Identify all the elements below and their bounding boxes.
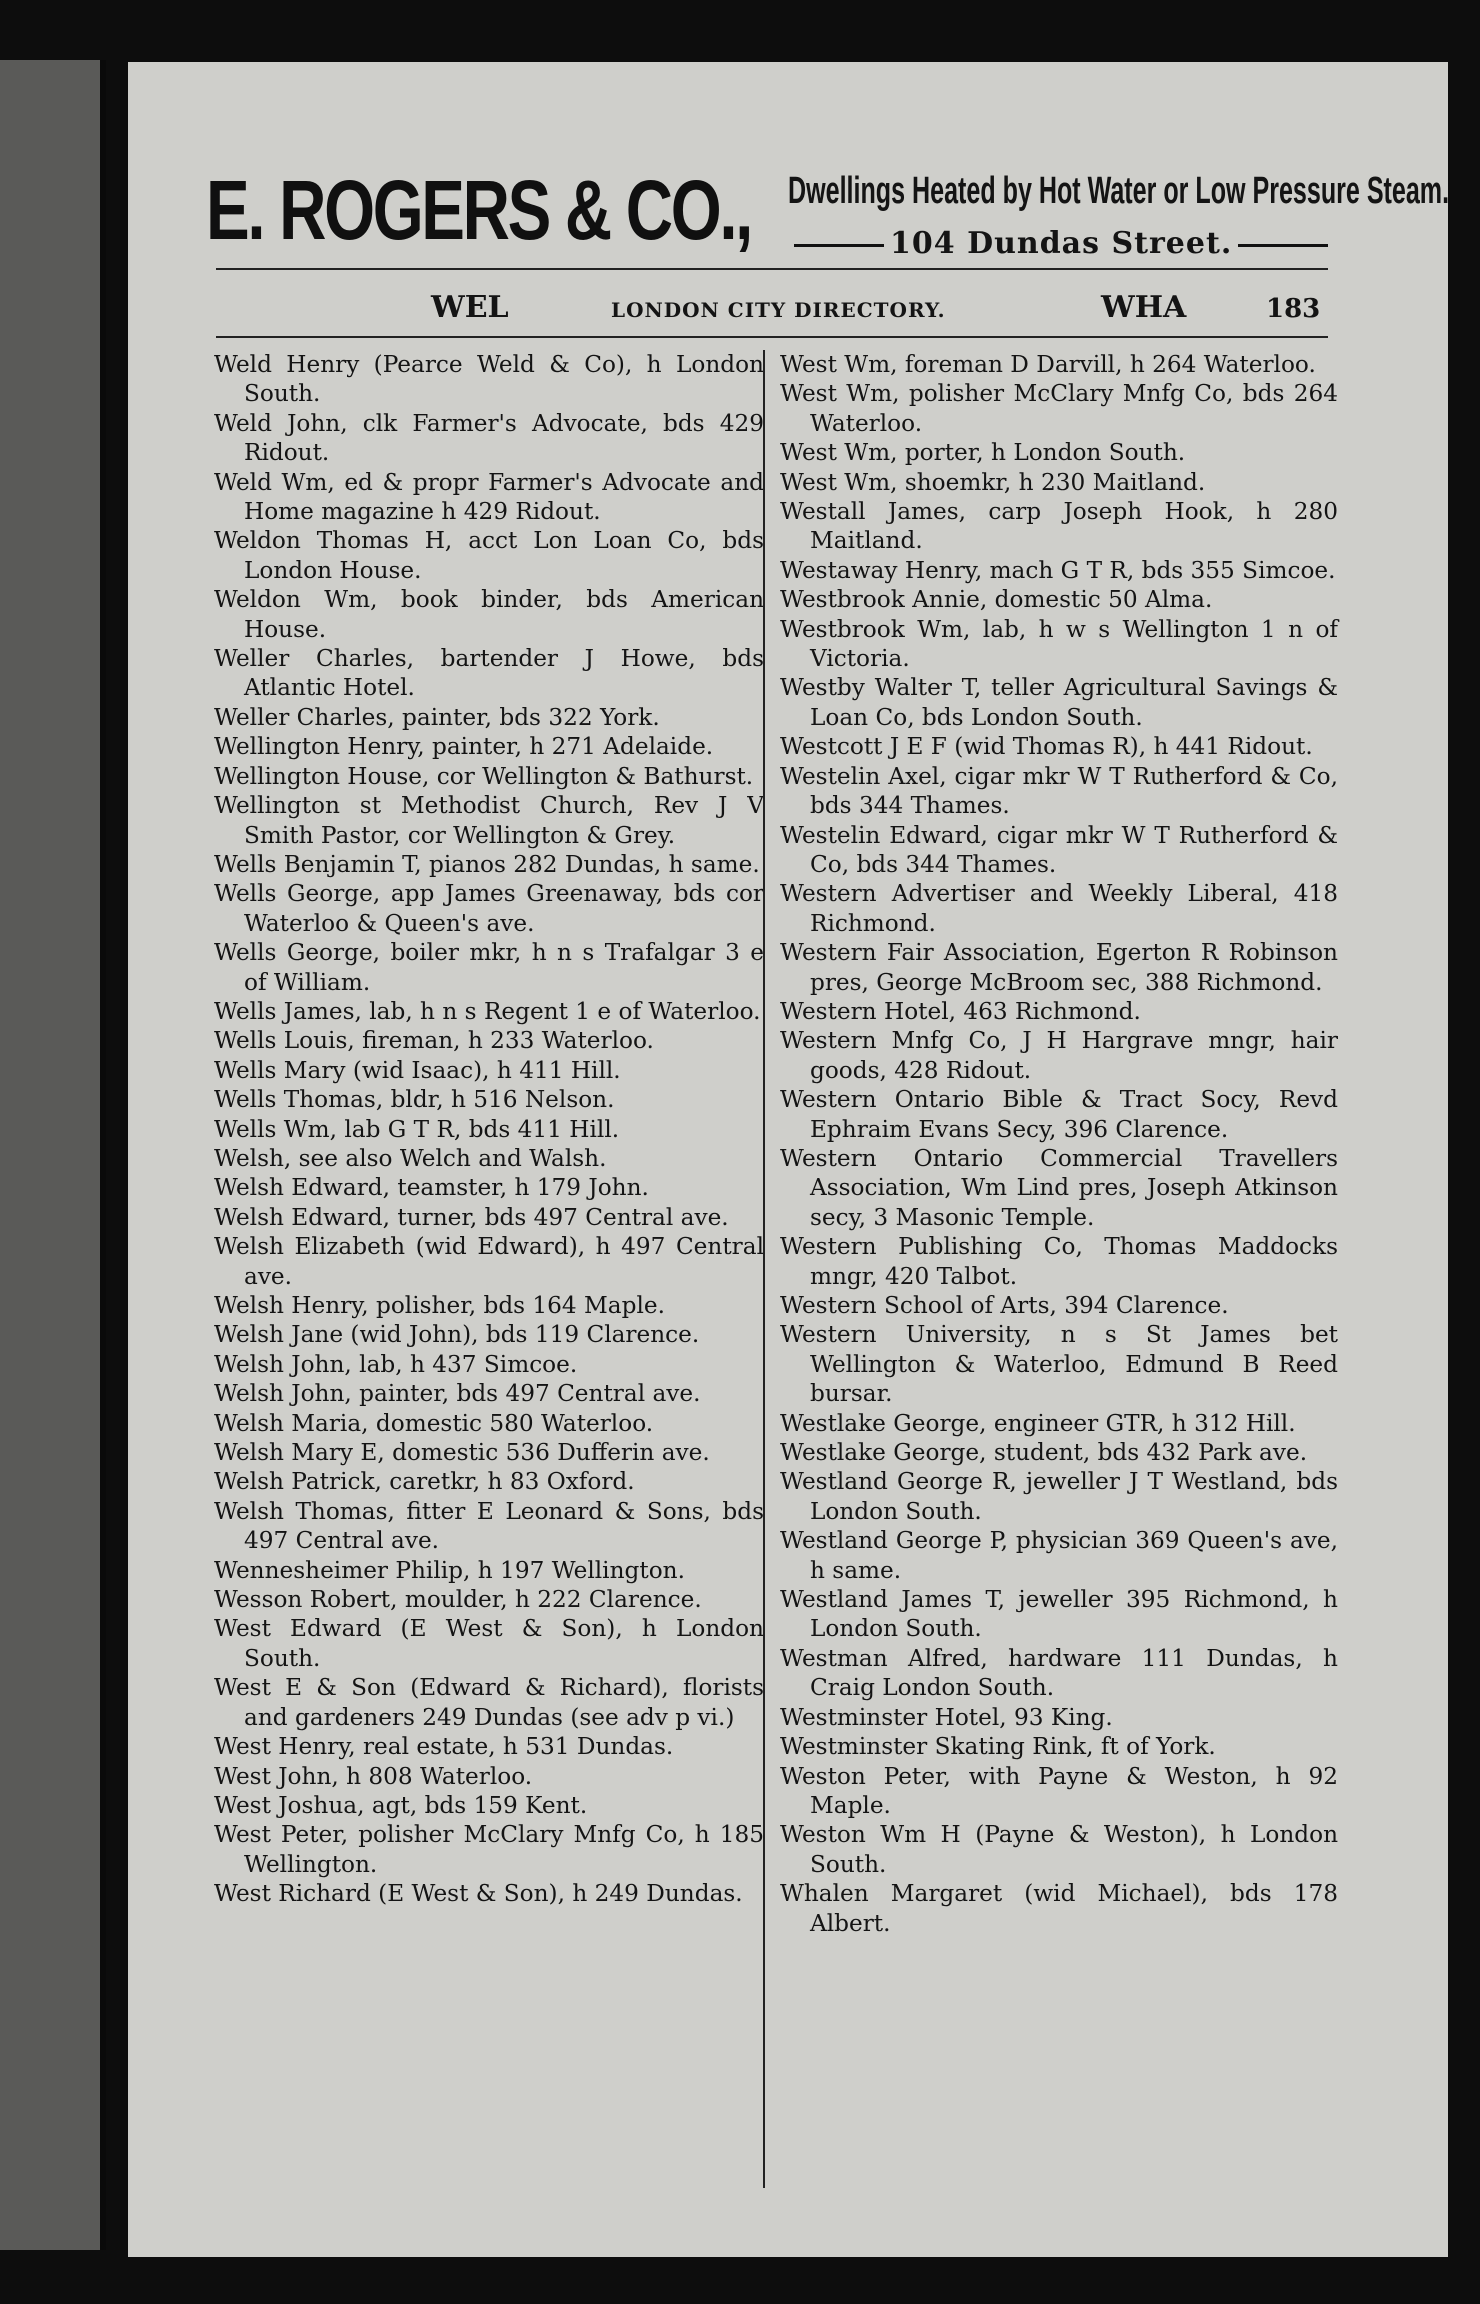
directory-entry: Welsh Edward, teamster, h 179 John.: [214, 1174, 649, 1202]
ad-rule-right: [1238, 244, 1328, 247]
directory-entry: Weller Charles, painter, bds 322 York.: [214, 703, 660, 731]
directory-entry: Welsh John, lab, h 437 Simcoe.: [214, 1350, 578, 1378]
directory-entry: Wesson Robert, moulder, h 222 Clarence.: [214, 1586, 702, 1614]
running-head: [216, 290, 1328, 334]
ad-firm-name: E. ROGERS & CO.,: [206, 163, 752, 257]
header-rule-bottom: [216, 336, 1328, 338]
ad-address-line: [788, 226, 1334, 261]
directory-entry: Wells Wm, lab G T R, bds 411 Hill.: [214, 1115, 620, 1143]
directory-entry: Weldon Thomas H, acct Lon Loan Co, bds London House.: [214, 527, 764, 584]
directory-entry: Westbrook Annie, domestic 50 Alma.: [780, 586, 1213, 614]
directory-entry: West Wm, foreman D Darvill, h 264 Waterloo.: [780, 351, 1316, 378]
directory-entry: Weldon Wm, book binder, bds American House.: [214, 586, 764, 643]
directory-entry: Western Fair Association, Egerton R Robinson pres, George McBroom sec, 388 Richmond.: [780, 939, 1338, 996]
directory-entry: Westall James, carp Joseph Hook, h 280 Maitland.: [780, 498, 1338, 555]
directory-entry: Western University, n s St James bet Wellington & Waterloo, Edmund B Reed bursar.: [780, 1321, 1338, 1408]
adjacent-page-edge: [0, 60, 105, 2250]
directory-entry: Westbrook Wm, lab, h w s Wellington 1 n of Victoria.: [780, 615, 1338, 673]
directory-entry: Welsh Maria, domestic 580 Waterloo.: [214, 1409, 654, 1437]
right-column: [780, 350, 1338, 1938]
directory-entry: Western Publishing Co, Thomas Maddocks mngr, 420 Talbot.: [780, 1233, 1338, 1290]
running-head-right: WHA: [1101, 290, 1187, 325]
directory-entry: Wells Benjamin T, pianos 282 Dundas, h same.: [214, 850, 760, 878]
directory-entry: Wennesheimer Philip, h 197 Wellington.: [214, 1556, 685, 1584]
directory-entry: Westminster Skating Rink, ft of York.: [780, 1733, 1216, 1761]
directory-entry: Westland George R, jeweller J T Westland, bds London South.: [780, 1468, 1338, 1525]
directory-entry: Westelin Edward, cigar mkr W T Rutherford & Co, bds 344 Thames.: [780, 821, 1338, 878]
directory-entry: Weld John, clk Farmer's Advocate, bds 429 Ridout.: [214, 409, 764, 467]
directory-entry: Wellington House, cor Wellington & Bathurst.: [214, 762, 754, 790]
directory-entry: West Peter, polisher McClary Mnfg Co, h 185 Wellington.: [214, 1821, 764, 1878]
directory-entry: Western Mnfg Co, J H Hargrave mngr, hair goods, 428 Ridout.: [780, 1027, 1338, 1084]
directory-entry: Weston Peter, with Payne & Weston, h 92 Maple.: [780, 1762, 1338, 1819]
directory-entry: Wells Mary (wid Isaac), h 411 Hill.: [214, 1056, 621, 1084]
directory-entry: Welsh Patrick, caretkr, h 83 Oxford.: [214, 1468, 635, 1496]
directory-entry: West Richard (E West & Son), h 249 Dundas.: [214, 1880, 743, 1908]
directory-entry: West Joshua, agt, bds 159 Kent.: [214, 1791, 588, 1819]
directory-page: [128, 62, 1448, 2257]
directory-entry: Wellington Henry, painter, h 271 Adelaide.: [214, 733, 714, 761]
directory-entry: Westlake George, student, bds 432 Park ave.: [780, 1439, 1308, 1467]
page-gutter: [100, 60, 106, 2250]
ad-rule-left: [794, 244, 884, 247]
directory-entry: West Wm, porter, h London South.: [780, 439, 1186, 467]
directory-entry: Westlake George, engineer GTR, h 312 Hill.: [780, 1409, 1296, 1437]
directory-entry: Westman Alfred, hardware 111 Dundas, h Craig London South.: [780, 1644, 1338, 1702]
directory-entry: Western Hotel, 463 Richmond.: [780, 997, 1141, 1025]
directory-entry: West E & Son (Edward & Richard), florists and gardeners 249 Dundas (see adv p vi.): [214, 1674, 764, 1731]
column-divider: [763, 350, 765, 2188]
directory-entry: Weston Wm H (Payne & Weston), h London South.: [780, 1821, 1338, 1878]
directory-entry: West Henry, real estate, h 531 Dundas.: [214, 1733, 674, 1761]
directory-entry: West Wm, shoemkr, h 230 Maitland.: [780, 468, 1206, 496]
directory-entry: Whalen Margaret (wid Michael), bds 178 Albert.: [780, 1880, 1338, 1937]
directory-entry: Western Ontario Commercial Travellers Association, Wm Lind pres, Joseph Atkinson secy, 3 Masonic Temple.: [780, 1144, 1338, 1231]
directory-entry: Weller Charles, bartender J Howe, bds Atlantic Hotel.: [214, 645, 764, 702]
directory-entry: Welsh Thomas, fitter E Leonard & Sons, bds 497 Central ave.: [214, 1497, 764, 1555]
left-column: [214, 350, 764, 1909]
directory-entry: Welsh Jane (wid John), bds 119 Clarence.: [214, 1321, 700, 1349]
header-rule-top: [216, 268, 1328, 270]
directory-entry: Wells Thomas, bldr, h 516 Nelson.: [214, 1086, 615, 1114]
directory-entry: Welsh Mary E, domestic 536 Dufferin ave.: [214, 1439, 710, 1467]
directory-entry: Wells Louis, fireman, h 233 Waterloo.: [214, 1027, 654, 1055]
page-number: 183: [1266, 294, 1321, 324]
directory-entry: Weld Henry (Pearce Weld & Co), h London South.: [214, 351, 764, 408]
directory-entry: West Wm, polisher McClary Mnfg Co, bds 264 Waterloo.: [780, 380, 1338, 437]
directory-entry: West John, h 808 Waterloo.: [214, 1762, 533, 1790]
directory-entry: Wells George, boiler mkr, h n s Trafalgar 3 e of William.: [214, 939, 764, 996]
directory-entry: Welsh, see also Welch and Walsh.: [214, 1144, 607, 1172]
directory-entry: Western Advertiser and Weekly Liberal, 418 Richmond.: [780, 880, 1338, 937]
directory-entry: Wells George, app James Greenaway, bds cor Waterloo & Queen's ave.: [214, 880, 764, 937]
directory-entry: Weld Wm, ed & propr Farmer's Advocate and Home magazine h 429 Ridout.: [214, 468, 764, 526]
directory-entry: Western Ontario Bible & Tract Socy, Revd Ephraim Evans Secy, 396 Clarence.: [780, 1086, 1338, 1143]
directory-entry: Westby Walter T, teller Agricultural Savings & Loan Co, bds London South.: [780, 674, 1338, 731]
running-head-title: LONDON CITY DIRECTORY.: [611, 298, 946, 322]
directory-entry: Welsh Henry, polisher, bds 164 Maple.: [214, 1292, 665, 1319]
directory-entry: Westaway Henry, mach G T R, bds 355 Simcoe.: [780, 556, 1336, 584]
directory-entry: West Edward (E West & Son), h London South.: [214, 1615, 764, 1672]
directory-entry: Wells James, lab, h n s Regent 1 e of Waterloo.: [214, 997, 761, 1025]
directory-entry: Westelin Axel, cigar mkr W T Rutherford & Co, bds 344 Thames.: [780, 762, 1338, 820]
directory-entry: Western School of Arts, 394 Clarence.: [780, 1292, 1229, 1319]
ad-tagline: Dwellings Heated by Hot Water or Low Pressure Steam.: [788, 170, 1450, 212]
running-head-left: WEL: [431, 290, 509, 325]
directory-entry: Westland James T, jeweller 395 Richmond, h London South.: [780, 1586, 1338, 1643]
directory-entry: Wellington st Methodist Church, Rev J V Smith Pastor, cor Wellington & Grey.: [214, 792, 764, 849]
ad-address: 104 Dundas Street.: [890, 226, 1233, 261]
directory-entry: Westminster Hotel, 93 King.: [780, 1703, 1113, 1731]
directory-entry: Westland George P, physician 369 Queen's ave, h same.: [780, 1527, 1338, 1584]
directory-entry: Westcott J E F (wid Thomas R), h 441 Ridout.: [780, 733, 1313, 761]
directory-entry: Welsh Edward, turner, bds 497 Central ave.: [214, 1203, 729, 1231]
directory-entry: Welsh Elizabeth (wid Edward), h 497 Central ave.: [214, 1233, 764, 1290]
directory-entry: Welsh John, painter, bds 497 Central ave.: [214, 1380, 701, 1408]
